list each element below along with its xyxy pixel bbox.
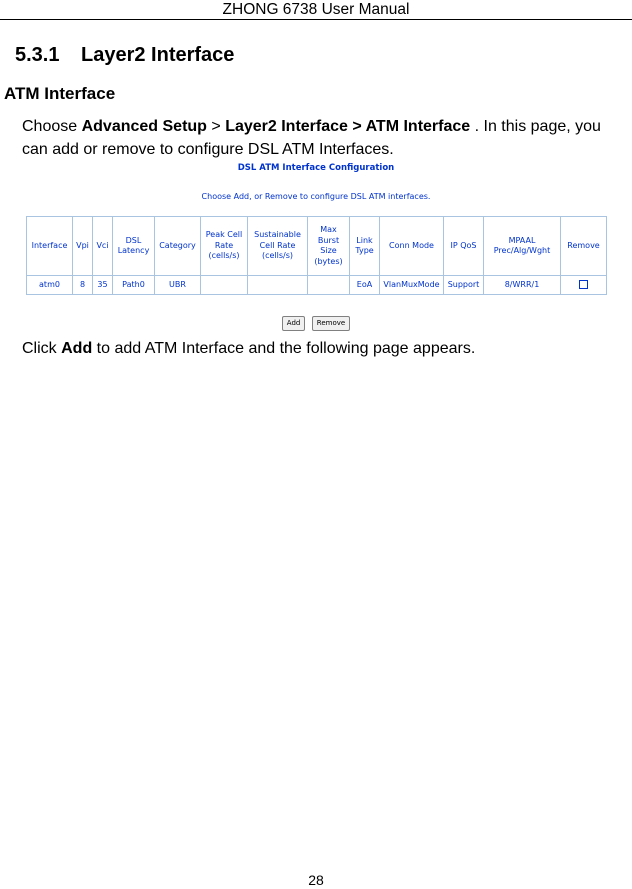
cell-remove: [561, 276, 607, 295]
section-number: 5.3.1: [15, 44, 60, 66]
col-conn-mode: Conn Mode: [380, 217, 444, 276]
cell-vpi: 8: [73, 276, 93, 295]
col-vci: Vci: [93, 217, 113, 276]
col-link-type: Link Type: [350, 217, 380, 276]
header-rule: [0, 19, 632, 20]
cell-ip-qos: Support: [444, 276, 484, 295]
remove-checkbox[interactable]: [579, 280, 588, 289]
button-bar: [0, 312, 632, 331]
col-dsl-latency: DSL Latency: [113, 217, 155, 276]
remove-button[interactable]: Remove: [312, 316, 350, 331]
section-heading: [15, 43, 234, 67]
intro-paragraph: [22, 115, 630, 161]
section-title: Layer2 Interface: [81, 44, 235, 66]
screenshot-title: DSL ATM Interface Configuration: [237, 163, 395, 173]
intro-suffix: . In this page, you can add or remove to configure DSL ATM Interfaces.: [22, 118, 601, 158]
after-prefix: Click: [22, 340, 62, 357]
cell-link-type: EoA: [350, 276, 380, 295]
cell-conn-mode: VlanMuxMode: [380, 276, 444, 295]
cell-latency: Path0: [113, 276, 155, 295]
after-add-label: Add: [61, 340, 93, 357]
intro-sep: >: [206, 118, 226, 135]
table-header-row: [27, 217, 607, 276]
add-button[interactable]: Add: [282, 316, 306, 331]
col-vpi: Vpi: [73, 217, 93, 276]
col-interface: Interface: [27, 217, 73, 276]
menu-advanced-setup: Advanced Setup: [81, 118, 207, 135]
col-remove: Remove: [561, 217, 607, 276]
page-number: 28: [308, 872, 324, 888]
col-mpaal: MPAAL Prec/Alg/Wght: [484, 217, 561, 276]
col-sustainable-cell-rate: Sustainable Cell Rate (cells/s): [248, 217, 308, 276]
page-header: ZHONG 6738 User Manual: [222, 1, 410, 18]
cell-mbs: [308, 276, 350, 295]
atm-interface-table: [26, 216, 607, 295]
cell-pcr: [201, 276, 248, 295]
col-category: Category: [155, 217, 201, 276]
cell-interface: atm0: [27, 276, 73, 295]
cell-category: UBR: [155, 276, 201, 295]
col-ip-qos: IP QoS: [444, 217, 484, 276]
after-paragraph: [22, 337, 630, 360]
col-peak-cell-rate: Peak Cell Rate (cells/s): [201, 217, 248, 276]
intro-prefix: Choose: [22, 118, 82, 135]
subsection-heading: ATM Interface: [4, 84, 116, 103]
menu-layer2-atm: Layer2 Interface > ATM Interface: [225, 118, 471, 135]
cell-vci: 35: [93, 276, 113, 295]
after-suffix: to add ATM Interface and the following page appears.: [92, 340, 476, 357]
cell-scr: [248, 276, 308, 295]
col-max-burst-size: Max Burst Size (bytes): [308, 217, 350, 276]
screenshot-subtitle: Choose Add, or Remove to configure DSL ATM interfaces.: [201, 192, 431, 201]
table-row: [27, 276, 607, 295]
cell-mpaal: 8/WRR/1: [484, 276, 561, 295]
